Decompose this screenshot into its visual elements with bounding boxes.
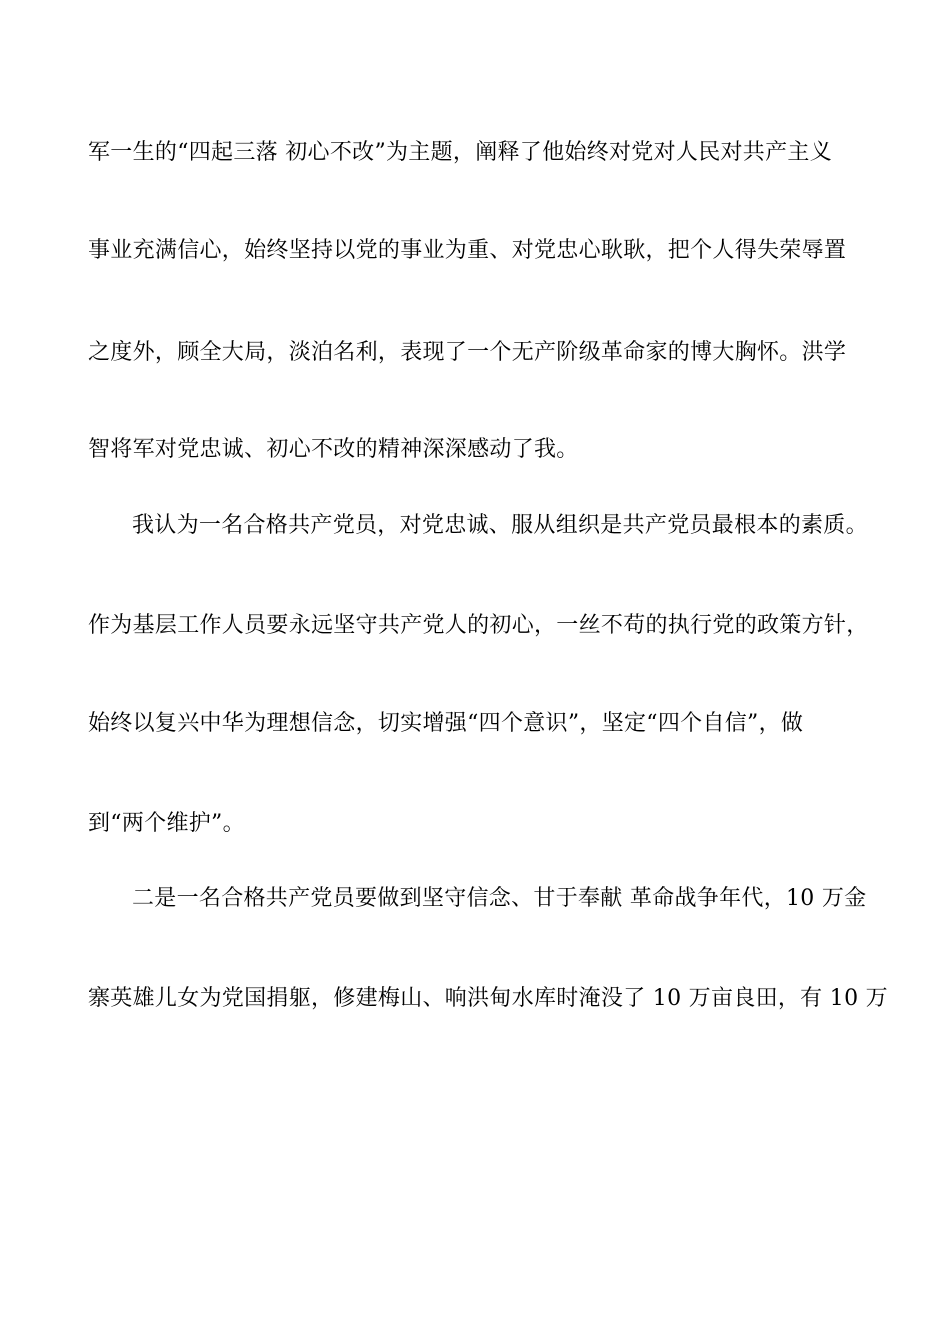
paragraph-line-10: 寨英雄儿女为党国捐躯，修建梅山、响洪甸水库时淹没了 10 万亩良田，有 10 万: [88, 986, 888, 1011]
paragraph-line-4: 智将军对党忠诚、初心不改的精神深深感动了我。: [88, 437, 579, 462]
paragraph-line-8: 到“两个维护”。: [88, 811, 245, 836]
paragraph-line-5: 我认为一名合格共产党员，对党忠诚、服从组织是共产党员最根本的素质。: [132, 513, 868, 538]
paragraph-line-2: 事业充满信心，始终坚持以党的事业为重、对党忠心耿耿，把个人得失荣辱置: [88, 238, 847, 263]
paragraph-line-7: 始终以复兴中华为理想信念，切实增强“四个意识”，坚定“四个自信”，做: [88, 711, 804, 736]
paragraph-line-9: 二是一名合格共产党员要做到坚守信念、甘于奉献 革命战争年代，10 万金: [132, 886, 867, 911]
paragraph-line-3: 之度外，顾全大局，淡泊名利，表现了一个无产阶级革命家的博大胸怀。洪学: [88, 340, 847, 365]
paragraph-line-1: 军一生的“四起三落 初心不改”为主题，阐释了他始终对党对人民对共产主义: [88, 140, 832, 165]
paragraph-line-6: 作为基层工作人员要永远坚守共产党人的初心，一丝不苟的执行党的政策方针，: [88, 613, 869, 638]
